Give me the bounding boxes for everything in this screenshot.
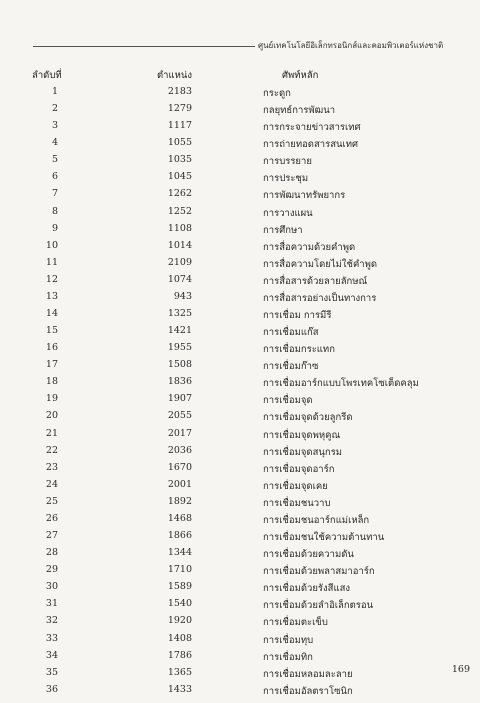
page-number: 169 <box>451 664 470 675</box>
row-position: 2109 <box>167 256 192 268</box>
row-position: 1710 <box>167 564 192 576</box>
row-number: 14 <box>45 308 58 320</box>
row-keyword: การสื่อสารด้วยลายลักษณ์ <box>263 275 368 287</box>
row-keyword: การเชื่อมด้วยรังสีแสง <box>263 583 351 595</box>
row-number: 32 <box>45 615 58 627</box>
row-keyword: กลยุทธ์การพัฒนา <box>263 105 336 117</box>
table-row <box>0 291 480 308</box>
row-position: 2183 <box>167 86 192 97</box>
row-number: 13 <box>45 290 58 302</box>
row-number: 8 <box>51 205 58 217</box>
row-number: 9 <box>51 222 58 234</box>
row-keyword: การเชื่อมตะเข็บ <box>263 617 328 629</box>
row-keyword: การเชื่อมด้วยลำอิเล็กตรอน <box>263 600 374 612</box>
index-table <box>0 86 480 701</box>
table-row <box>0 462 480 479</box>
row-position: 1670 <box>167 461 192 473</box>
row-number: 21 <box>45 427 58 439</box>
row-position: 1365 <box>167 666 192 678</box>
table-row <box>0 633 480 650</box>
row-keyword: การเชื่อมแก๊ส <box>263 327 319 339</box>
row-number: 2 <box>51 103 58 115</box>
row-number: 23 <box>45 461 58 473</box>
table-row <box>0 257 480 274</box>
table-row <box>0 393 480 410</box>
row-keyword: การเชื่อมชนใช้ความต้านทาน <box>263 532 385 544</box>
row-number: 15 <box>45 325 58 337</box>
row-position: 1055 <box>167 137 192 149</box>
row-keyword: การเชื่อมทิก <box>263 651 313 663</box>
row-number: 5 <box>51 154 58 166</box>
column-header-position: ตำแหน่ง <box>156 70 192 81</box>
row-keyword: การเชื่อมจุดสนุกรม <box>263 446 342 458</box>
row-position: 1014 <box>167 239 192 251</box>
row-number: 33 <box>45 632 58 644</box>
table-row <box>0 171 480 188</box>
row-keyword: การเชื่อมจุดพหุคูณ <box>263 429 341 441</box>
table-row <box>0 615 480 632</box>
row-position: 1074 <box>167 273 192 285</box>
table-row <box>0 154 480 171</box>
row-position: 1468 <box>167 512 192 524</box>
table-row <box>0 530 480 547</box>
table-row <box>0 598 480 615</box>
running-header: ศูนย์เทคโนโลยีอิเล็กทรอนิกส์และคอมพิวเตอร์แห่งชาติ <box>258 41 444 50</box>
row-keyword: การถ่ายทอดสารสนเทศ <box>263 139 359 151</box>
table-row <box>0 564 480 581</box>
row-keyword: การเชื่อมกระแทก <box>263 344 335 356</box>
row-position: 1344 <box>167 547 192 559</box>
row-number: 17 <box>45 359 58 371</box>
row-position: 1508 <box>167 359 192 371</box>
table-row <box>0 342 480 359</box>
row-keyword: การสื่อความโดยไม่ใช้คำพูด <box>263 258 378 270</box>
row-keyword: การประชุม <box>263 173 309 185</box>
row-keyword: การเชื่อมอัลตราโซนิก <box>263 685 353 697</box>
row-number: 3 <box>51 120 58 132</box>
row-position: 2036 <box>167 444 192 456</box>
row-keyword: การเชื่อมทุบ <box>263 634 314 646</box>
row-number: 16 <box>45 342 58 354</box>
row-keyword: การเชื่อม การมีรี <box>263 310 332 322</box>
row-number: 1 <box>51 86 58 97</box>
row-number: 24 <box>45 478 58 490</box>
row-keyword: การเชื่อมชนวาบ <box>263 497 331 509</box>
row-number: 4 <box>51 137 58 149</box>
row-number: 31 <box>45 598 58 610</box>
row-position: 1786 <box>167 649 192 661</box>
row-position: 1907 <box>167 393 192 405</box>
table-row <box>0 581 480 598</box>
row-number: 36 <box>45 683 58 695</box>
table-row <box>0 188 480 205</box>
column-header-number: ลำดับที่ <box>32 70 62 81</box>
row-keyword: การเชื่อมหลอมละลาย <box>263 668 353 680</box>
row-keyword: การสื่อสารอย่างเป็นทางการ <box>263 292 377 304</box>
row-keyword: การเชื่อมจุดอาร์ก <box>263 463 335 475</box>
row-position: 1955 <box>167 342 192 354</box>
row-keyword: การเชื่อมอาร์กแบบโพรเทคโซเต็ดคลุม <box>263 378 419 390</box>
table-row <box>0 410 480 427</box>
row-position: 1433 <box>167 683 192 695</box>
row-position: 1117 <box>167 120 192 132</box>
row-number: 19 <box>45 393 58 405</box>
row-position: 1920 <box>167 615 192 627</box>
row-keyword: การเชื่อมก๊าซ <box>263 361 319 373</box>
table-row <box>0 206 480 223</box>
row-position: 1421 <box>167 325 192 337</box>
table-row <box>0 120 480 137</box>
table-row <box>0 137 480 154</box>
row-keyword: การเชื่อมด้วยความดัน <box>263 549 354 561</box>
row-position: 1045 <box>167 171 192 183</box>
row-number: 7 <box>51 188 58 200</box>
row-number: 34 <box>45 649 58 661</box>
table-row <box>0 667 480 684</box>
row-position: 1252 <box>167 205 192 217</box>
row-position: 1589 <box>167 581 192 593</box>
row-keyword: การศึกษา <box>263 224 303 236</box>
row-number: 29 <box>45 564 58 576</box>
row-keyword: การวางแผน <box>263 207 313 219</box>
table-row <box>0 445 480 462</box>
row-keyword: การเชื่อมจุดเคย <box>263 480 328 492</box>
row-keyword: การเชื่อมชนอาร์กแม่เหล็ก <box>263 514 370 526</box>
row-keyword: การเชื่อมจุด <box>263 395 313 407</box>
row-number: 35 <box>45 666 58 678</box>
row-number: 20 <box>45 410 58 422</box>
row-number: 12 <box>45 273 58 285</box>
table-row <box>0 359 480 376</box>
table-row <box>0 376 480 393</box>
table-row <box>0 428 480 445</box>
row-position: 1866 <box>167 530 192 542</box>
row-number: 18 <box>45 376 58 388</box>
row-position: 1836 <box>167 376 192 388</box>
table-row <box>0 274 480 291</box>
row-keyword: การพัฒนาทรัพยากร <box>263 190 346 202</box>
row-position: 2055 <box>167 410 192 422</box>
table-row <box>0 650 480 667</box>
row-keyword: การเชื่อมด้วยพลาสมาอาร์ก <box>263 566 375 578</box>
row-position: 1540 <box>167 598 192 610</box>
row-position: 1892 <box>167 495 192 507</box>
table-row <box>0 103 480 120</box>
row-position: 1279 <box>167 103 192 115</box>
row-position: 1262 <box>167 188 192 200</box>
row-number: 6 <box>51 171 58 183</box>
row-keyword: กระดูก <box>263 88 291 99</box>
row-position: 1325 <box>167 308 192 320</box>
header-rule <box>33 46 255 47</box>
row-number: 22 <box>45 444 58 456</box>
row-number: 11 <box>45 256 58 268</box>
table-row <box>0 325 480 342</box>
row-position: 1035 <box>167 154 192 166</box>
row-number: 28 <box>45 547 58 559</box>
row-number: 26 <box>45 512 58 524</box>
row-position: 1108 <box>167 222 192 234</box>
table-row <box>0 240 480 257</box>
table-row <box>0 547 480 564</box>
table-row <box>0 479 480 496</box>
row-number: 25 <box>45 495 58 507</box>
row-keyword: การสื่อความด้วยคำพูด <box>263 241 356 253</box>
row-number: 10 <box>45 239 58 251</box>
row-position: 2001 <box>167 478 192 490</box>
row-position: 943 <box>173 290 192 302</box>
row-keyword: การกระจายข่าวสารเทศ <box>263 122 361 134</box>
row-number: 30 <box>45 581 58 593</box>
row-position: 1408 <box>167 632 192 644</box>
table-row <box>0 496 480 513</box>
row-keyword: การบรรยาย <box>263 156 312 168</box>
row-keyword: การเชื่อมจุดด้วยลูกรีด <box>263 412 353 424</box>
table-row <box>0 223 480 240</box>
table-row <box>0 513 480 530</box>
row-position: 2017 <box>167 427 192 439</box>
table-row <box>0 684 480 701</box>
column-header-keyword: ศัพท์หลัก <box>282 70 319 81</box>
table-row <box>0 86 480 103</box>
table-row <box>0 308 480 325</box>
row-number: 27 <box>45 530 58 542</box>
